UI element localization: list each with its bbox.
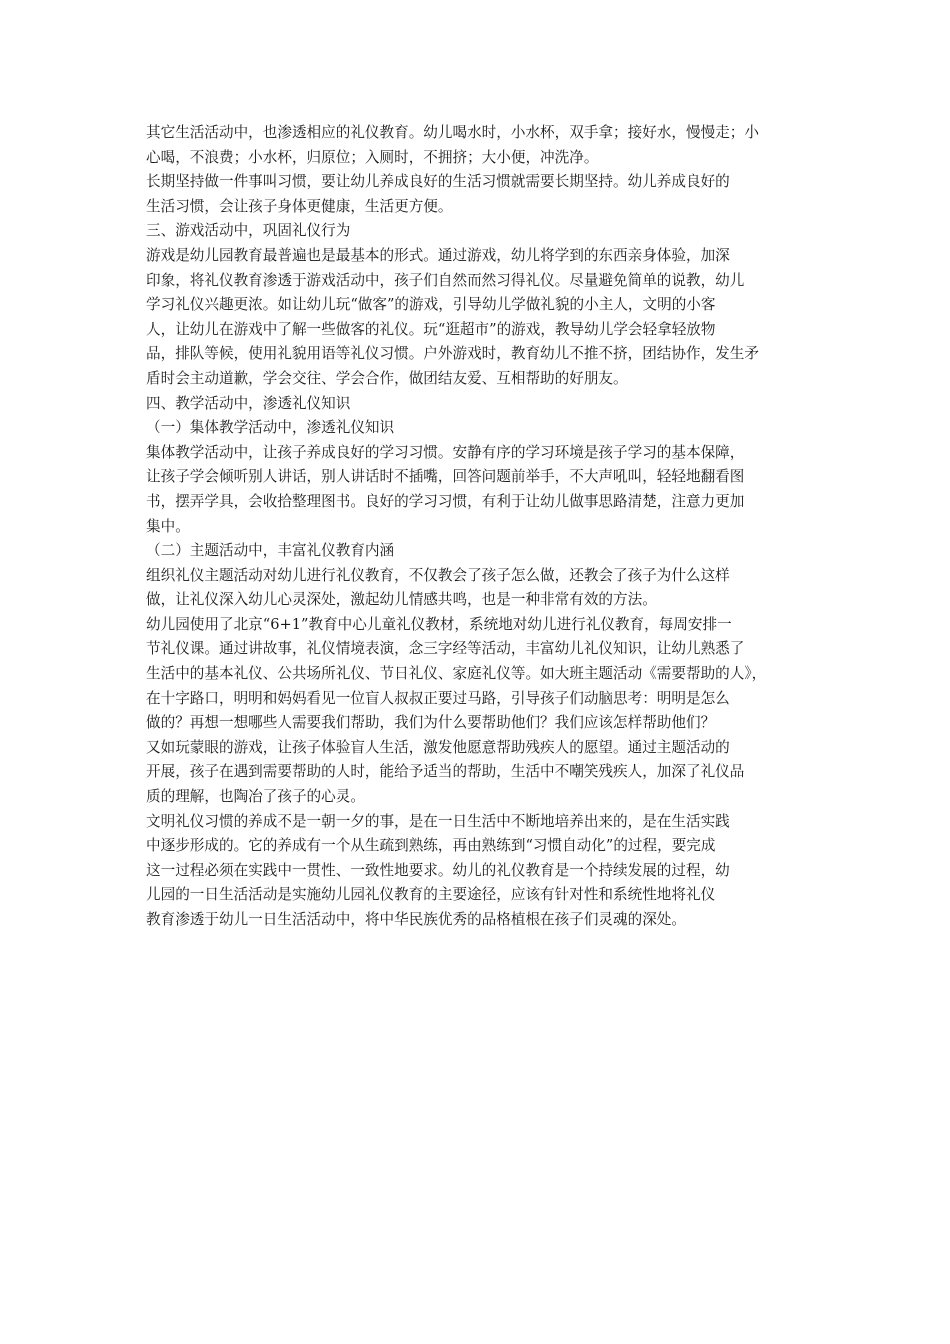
paragraph-conclusion: 文明礼仪习惯的养成不是一朝一夕的事，是在一日生活中不断地培养出来的，是在生活实践 中逐步形成的。它的养成有一个从生疏到熟练，再由熟练到“习惯自动化”的过程，要完成 这一过程必须在实践中一贯性、一致性地要求。幼儿的礼仪教育是一个持续发展的过程，幼 儿园的一日生活活动是实施幼儿园礼仪教育的主要途径，应该有针对性和系统性地将礼仪 教育渗透于幼儿一日生活活动中，将中华民族优秀的品格植根在孩子们灵魂的深处。: [146, 812, 730, 928]
subsection-heading-theme-activities: （二）主题活动中，丰富礼仪教育内涵: [146, 542, 395, 560]
section-heading-games: 三、游戏活动中，巩固礼仪行为: [146, 222, 351, 240]
subsection-heading-group-teaching: （一）集体教学活动中，渗透礼仪知识: [146, 419, 395, 437]
section-heading-teaching: 四、教学活动中，渗透礼仪知识: [146, 394, 351, 412]
document-body: [146, 121, 816, 933]
paragraph-group-teaching: 集体教学活动中，让孩子养成良好的学习习惯。安静有序的学习环境是孩子学习的基本保障， 让孩子学会倾听别人讲话，别人讲话时不插嘴，回答问题前举手，不大声吼叫，轻轻地翻看图 书，摆弄学具，会收拾整理图书。良好的学习习惯，有利于让幼儿做事思路清楚，注意力更加 集中。: [146, 443, 745, 535]
paragraph-long-term-habits: 长期坚持做一件事叫习惯，要让幼儿养成良好的生活习惯就需要长期坚持。幼儿养成良好的 生活习惯，会让孩子身体更健康，生活更方便。: [146, 173, 730, 215]
paragraph-daily-life-etiquette: 其它生活活动中，也渗透相应的礼仪教育。幼儿喝水时，小水杯，双手拿；接好水，慢慢走；小 心喝，不浪费；小水杯，归原位；入厕时，不拥挤；大小便，冲洗净。: [146, 124, 759, 166]
paragraph-theme-activities: 组织礼仪主题活动对幼儿进行礼仪教育，不仅教会了孩子怎么做，还教会了孩子为什么这样 做，让礼仪深入幼儿心灵深处，激起幼儿情感共鸣，也是一种非常有效的方法。: [146, 566, 730, 609]
paragraph-blindfold-game: 又如玩蒙眼的游戏，让孩子体验盲人生活，激发他愿意帮助残疾人的愿望。通过主题活动的 开展，孩子在遇到需要帮助的人时，能给予适当的帮助，生活中不嘲笑残疾人，加深了礼仪品 质的理解，也陶冶了孩子的心灵。: [146, 738, 745, 806]
paragraph-games: 游戏是幼儿园教育最普遍也是最基本的形式。通过游戏，幼儿将学到的东西亲身体验，加深 印象，将礼仪教育渗透于游戏活动中，孩子们自然而然习得礼仪。尽量避免简单的说教，幼儿 学习礼仪兴趣更浓。如让幼儿玩“做客”的游戏，引导幼儿学做礼貌的小主人，文明的小客 人，让幼儿在游戏中了解一些做客的礼仪。玩“逛超市”的游戏，教导幼儿学会轻拿轻放物 品，排队等候，使用礼貌用语等礼仪习惯。户外游戏时，教育幼儿不推不挤，团结协作，发生矛 盾时会主动道歉，学会交往、学会合作，做团结友爱、互相帮助的好朋友。: [146, 246, 759, 387]
paragraph-curriculum: 幼儿园使用了北京“6+1”教育中心儿童礼仪教材，系统地对幼儿进行礼仪教育，每周安排一 节礼仪课。通过讲故事，礼仪情境表演，念三字经等活动，丰富幼儿礼仪知识，让幼儿熟悉了 生活中的基本礼仪、公共场所礼仪、节日礼仪、家庭礼仪等。如大班主题活动《需要帮助的人》， 在十字路口，明明和妈妈看见一位盲人叔叔正要过马路，引导孩子们动脑思考：明明是怎么 做的？再想一想哪些人需要我们帮助，我们为什么要帮助他们？我们应该怎样帮助他们？: [146, 615, 767, 732]
